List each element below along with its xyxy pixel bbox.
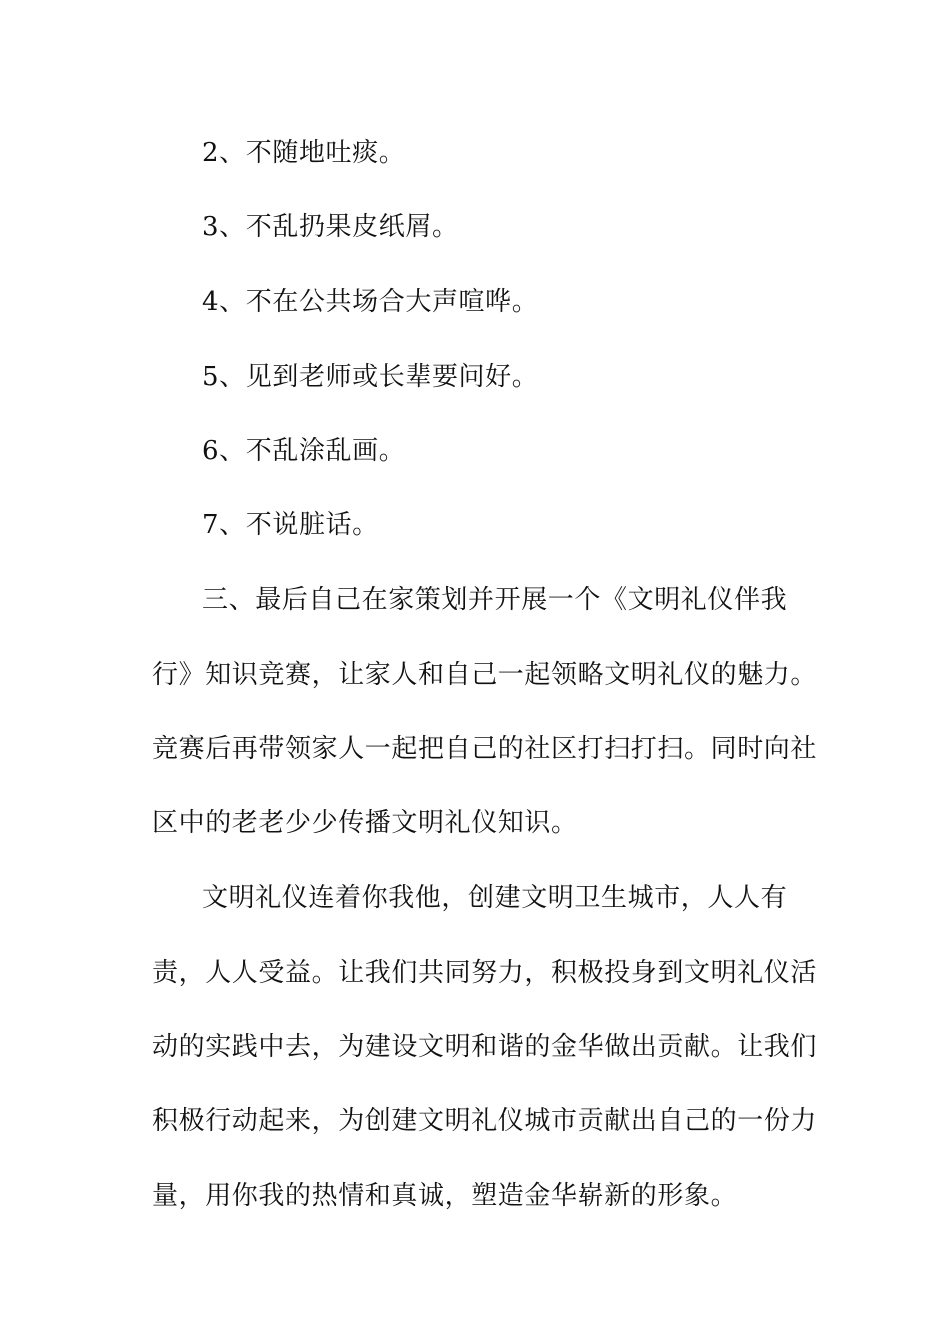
paragraph-line: 文明礼仪连着你我他，创建文明卫生城市，人人有 — [202, 883, 788, 913]
paragraph-line: 责，人人受益。让我们共同努力，积极投身到文明礼仪活 — [152, 958, 818, 988]
list-item: 4、不在公共场合大声喧哗。 — [202, 287, 539, 317]
paragraph-line: 区中的老老少少传播文明礼仪知识。 — [152, 808, 578, 838]
list-item: 3、不乱扔果皮纸屑。 — [202, 212, 459, 242]
paragraph-line: 行》知识竞赛，让家人和自己一起领略文明礼仪的魅力。 — [152, 660, 818, 690]
list-item: 2、不随地吐痰。 — [202, 138, 406, 168]
list-item: 7、不说脏话。 — [202, 510, 379, 540]
paragraph-line: 量，用你我的热情和真诚，塑造金华崭新的形象。 — [152, 1181, 738, 1211]
paragraph-line: 三、最后自己在家策划并开展一个《文明礼仪伴我 — [202, 585, 788, 615]
list-item: 5、见到老师或长辈要问好。 — [202, 362, 539, 392]
paragraph-line: 积极行动起来，为创建文明礼仪城市贡献出自己的一份力 — [152, 1106, 818, 1136]
paragraph-line: 竞赛后再带领家人一起把自己的社区打扫打扫。同时向社 — [152, 734, 818, 764]
paragraph-line: 动的实践中去，为建设文明和谐的金华做出贡献。让我们 — [152, 1032, 818, 1062]
list-item: 6、不乱涂乱画。 — [202, 436, 406, 466]
